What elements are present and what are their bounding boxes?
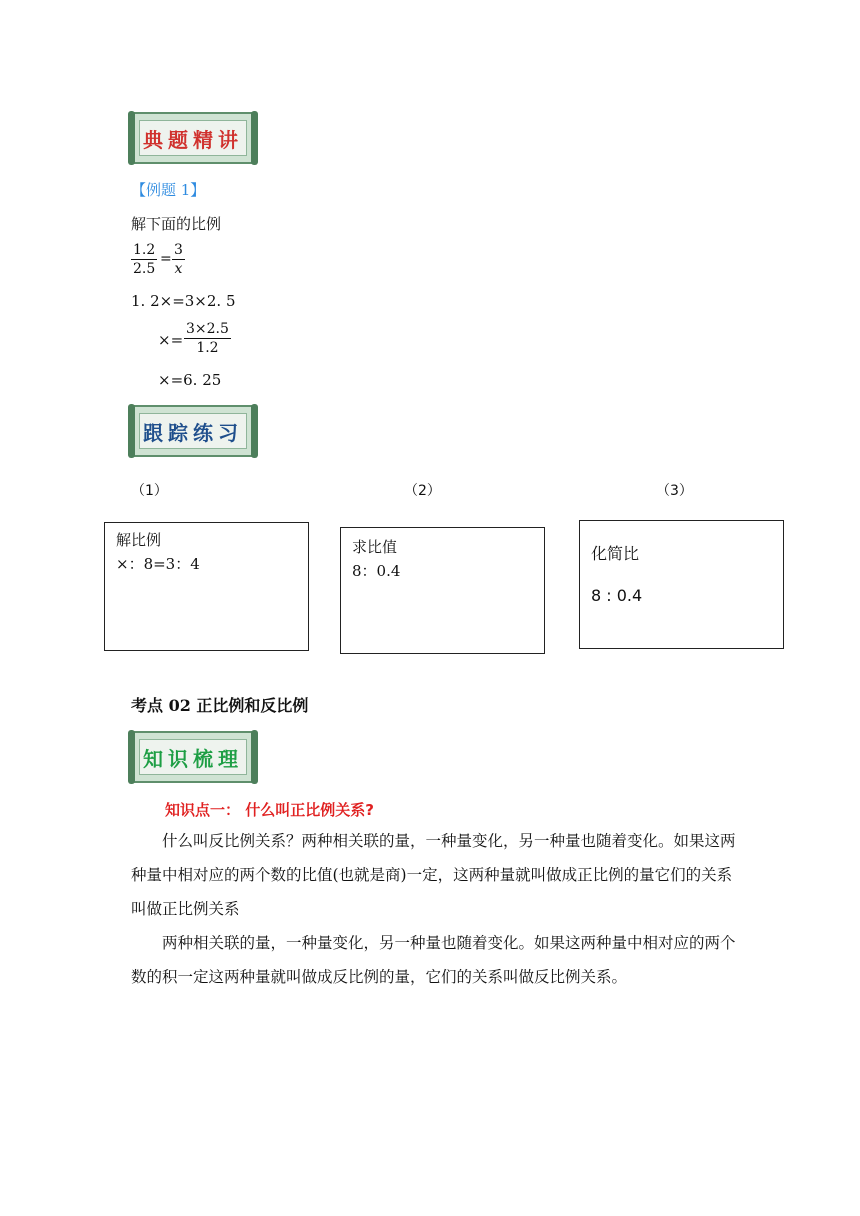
- practice-box-content: 8：0.4: [352, 562, 401, 580]
- solution-step-2-prefix: ×=: [158, 331, 184, 349]
- fraction-numerator: 3: [174, 242, 183, 258]
- banner-typical-examples: [131, 112, 255, 164]
- fraction-numerator: 3×2.5: [186, 321, 229, 337]
- solution-step-3: ×=6. 25: [158, 371, 222, 389]
- fraction-denominator: 2.5: [133, 261, 156, 277]
- banner-label: 典题精讲: [139, 120, 247, 156]
- practice-box-1: [104, 522, 309, 651]
- practice-box-3: [579, 520, 784, 649]
- practice-number-3: （3）: [656, 483, 693, 499]
- scroll-roll-left: [128, 111, 135, 165]
- practice-number-1: （1）: [131, 483, 168, 499]
- practice-box-title: 解比例: [116, 531, 162, 549]
- banner-label: 跟踪练习: [139, 413, 247, 449]
- fraction-right: [172, 242, 185, 278]
- scroll-roll-left: [128, 730, 135, 784]
- solution-step-1: 1. 2×=3×2. 5: [131, 292, 236, 310]
- scroll-roll-right: [251, 730, 258, 784]
- practice-number-2: （2）: [404, 483, 441, 499]
- practice-box-title: 化简比: [591, 544, 640, 563]
- example-label: 【例题 1】: [131, 181, 206, 199]
- scroll-roll-left: [128, 404, 135, 458]
- scroll-roll-right: [251, 404, 258, 458]
- solution-step-2-fraction: [184, 321, 231, 357]
- fraction-denominator: 1.2: [196, 340, 219, 356]
- scroll-roll-right: [251, 111, 258, 165]
- practice-box-2: [340, 527, 545, 654]
- paragraph-inverse-proportion: 两种相关联的量，一种量变化，另一种量也随着变化。如果这两种量中相对应的两个数的积一定这两种量就叫做成反比例的量，它们的关系叫做反比例关系。: [131, 934, 736, 986]
- knowledge-point-title: 知识点一： 什么叫正比例关系?: [165, 801, 374, 819]
- banner-label: 知识梳理: [139, 739, 247, 775]
- practice-box-title: 求比值: [352, 538, 398, 556]
- practice-box-content: 8 : 0.4: [591, 586, 643, 605]
- equals-sign: =: [160, 251, 172, 267]
- paragraph-direct-proportion: 什么叫反比例关系？两种相关联的量，一种量变化，另一种量也随着变化。如果这两种量中相对应的两个数的比值(也就是商)一定，这两种量就叫做成正比例的量它们的关系叫做正比例关系: [131, 832, 736, 918]
- fraction-numerator: 1.2: [133, 242, 156, 258]
- example-title: 解下面的比例: [131, 215, 222, 233]
- banner-knowledge-summary: [131, 731, 255, 783]
- practice-box-content: ×：8=3：4: [116, 555, 200, 573]
- section-heading: 考点 02 正比例和反比例: [131, 696, 309, 715]
- fraction-left: [131, 242, 157, 278]
- fraction-denominator: x: [174, 261, 183, 277]
- banner-follow-up-practice: [131, 405, 255, 457]
